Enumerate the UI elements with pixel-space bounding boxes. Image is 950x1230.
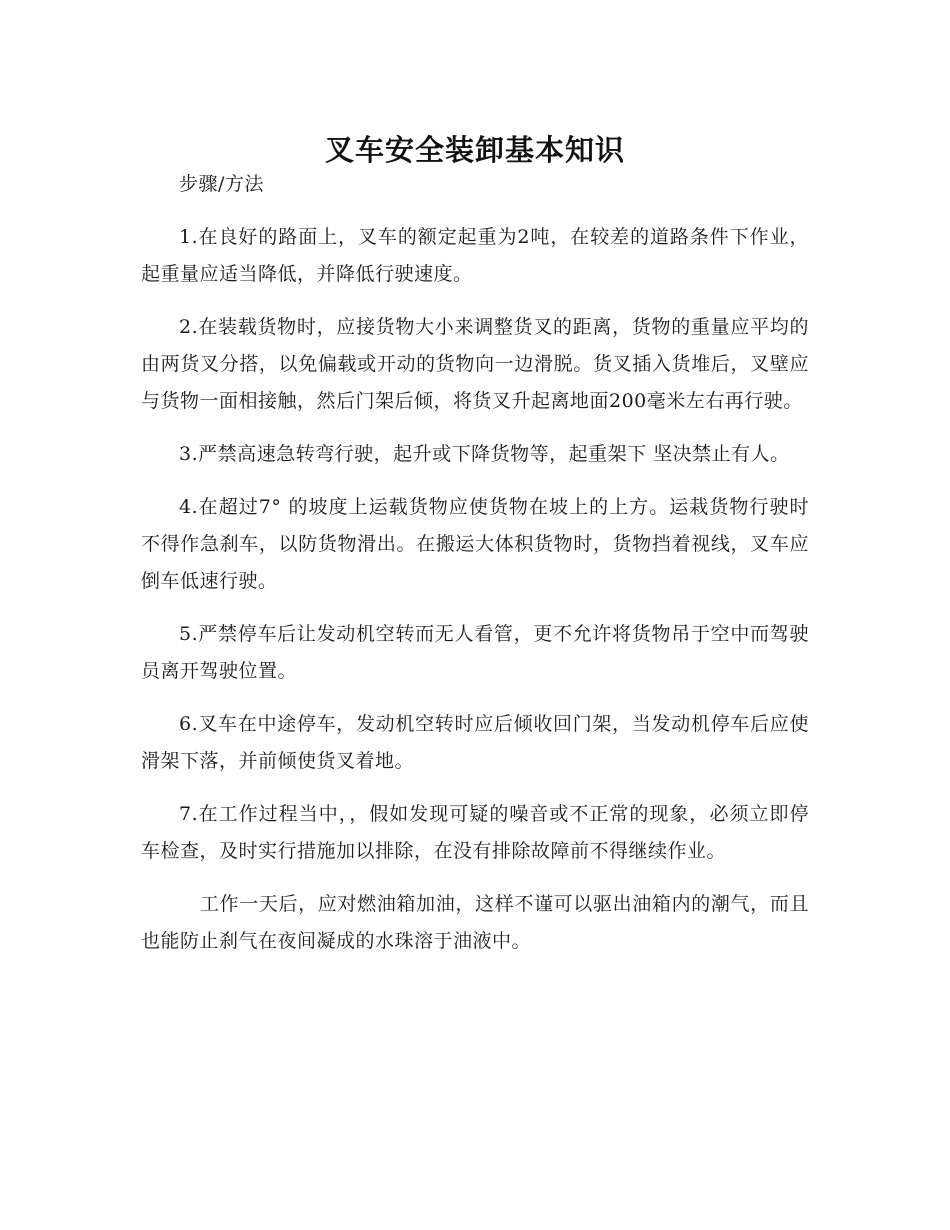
step-paragraph-6: 6.叉车在中途停车，发动机空转时应后倾收回门架，当发动机停车后应使滑架下落，并前倾使货叉着地。 bbox=[141, 713, 809, 772]
step-paragraph-5: 5.严禁停车后让发动机空转而无人看管，更不允许将货物吊于空中而驾驶员离开驾驶位置。 bbox=[141, 623, 809, 682]
step-paragraph-4: 4.在超过7° 的坡度上运载货物应使货物在坡上的上方。运栽货物行驶时不得作急刹车，以防货物滑出。在搬运大体积货物时，货物挡着视线，叉车应倒车低速行驶。 bbox=[141, 496, 809, 592]
page-title: 叉车安全装卸基本知识 bbox=[324, 133, 625, 168]
document-body bbox=[141, 166, 809, 960]
step-paragraph-1: 1.在良好的路面上，叉车的额定起重为2吨，在较差的道路条件下作业，起重量应适当降低，并降低行驶速度。 bbox=[141, 226, 809, 285]
intro-heading: 步骤/方法 bbox=[179, 173, 264, 195]
step-paragraph-7: 7.在工作过程当中，，假如发现可疑的噪音或不正常的现象，必须立即停车检查，及时实行措施加以排除，在没有排除故障前不得继续作业。 bbox=[141, 803, 809, 862]
step-paragraph-3: 3.严禁高速急转弯行驶，起升或下降货物等，起重架下 坚决禁止有人。 bbox=[179, 443, 790, 465]
closing-paragraph: 工作一天后，应对燃油箱加油，这样不谨可以驱出油箱内的潮气，而且也能防止刹气在夜间凝成的水珠溶于油液中。 bbox=[141, 893, 809, 952]
step-paragraph-2: 2.在装载货物时，应接货物大小来调整货叉的距离，货物的重量应平均的由两货叉分搭，以免偏载或开动的货物向一边滑脱。货叉插入货堆后，叉壁应与货物一面相接触，然后门架后倾，将货叉升起离地面200毫米左右再行驶。 bbox=[141, 316, 809, 412]
